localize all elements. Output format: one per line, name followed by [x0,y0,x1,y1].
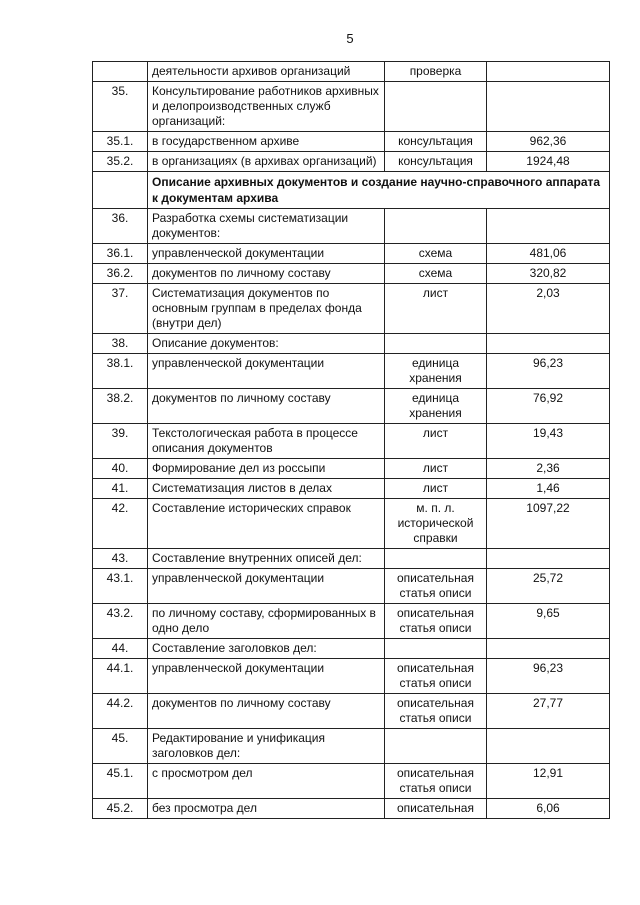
service-name: документов по личному составу [148,389,385,424]
service-name: Систематизация листов в делах [148,479,385,499]
table-row [93,82,610,132]
unit-of-measure [385,82,487,132]
table-row [93,549,610,569]
row-number: 38.2. [93,389,148,424]
unit-of-measure: описательная [385,799,487,819]
service-name: без просмотра дел [148,799,385,819]
price-value: 1924,48 [487,152,610,172]
row-number: 43.1. [93,569,148,604]
table-row [93,152,610,172]
unit-of-measure: схема [385,264,487,284]
price-value [487,209,610,244]
table-row [93,764,610,799]
section-title: Описание архивных документов и создание научно-справочного аппарата к документам архива [148,172,610,209]
unit-of-measure: лист [385,479,487,499]
table-row [93,389,610,424]
row-number: 42. [93,499,148,549]
price-value: 320,82 [487,264,610,284]
service-name: по личному составу, сформированных в одно дело [148,604,385,639]
price-value: 962,36 [487,132,610,152]
row-number: 39. [93,424,148,459]
price-value: 9,65 [487,604,610,639]
row-number: 37. [93,284,148,334]
service-name: управленческой документации [148,354,385,389]
unit-of-measure [385,334,487,354]
unit-of-measure: лист [385,424,487,459]
service-name: документов по личному составу [148,264,385,284]
price-value: 2,36 [487,459,610,479]
service-name: управленческой документации [148,569,385,604]
table-row [93,604,610,639]
table-row [93,264,610,284]
unit-of-measure: консультация [385,152,487,172]
row-number: 38.1. [93,354,148,389]
unit-of-measure: консультация [385,132,487,152]
unit-of-measure: проверка [385,62,487,82]
row-number: 44.1. [93,659,148,694]
unit-of-measure [385,549,487,569]
service-name: с просмотром дел [148,764,385,799]
unit-of-measure: лист [385,459,487,479]
table-row [93,459,610,479]
price-value: 481,06 [487,244,610,264]
table-row [93,354,610,389]
service-name: документов по личному составу [148,694,385,729]
price-value [487,729,610,764]
unit-of-measure: описательная статья описи [385,764,487,799]
service-name: Систематизация документов по основным группам в пределах фонда (внутри дел) [148,284,385,334]
price-value: 2,03 [487,284,610,334]
service-name: деятельности архивов организаций [148,62,385,82]
unit-of-measure: схема [385,244,487,264]
page-number: 5 [346,31,354,46]
service-name: Редактирование и унификация заголовков дел: [148,729,385,764]
price-value [487,334,610,354]
row-number [93,62,148,82]
table-row [93,479,610,499]
table-row [93,694,610,729]
unit-of-measure: единица хранения [385,354,487,389]
price-value: 27,77 [487,694,610,729]
unit-of-measure: описательная статья описи [385,659,487,694]
table-row [93,334,610,354]
service-name: Составление внутренних описей дел: [148,549,385,569]
unit-of-measure [385,209,487,244]
price-value: 1,46 [487,479,610,499]
table-row [93,209,610,244]
row-number: 36.1. [93,244,148,264]
price-value: 25,72 [487,569,610,604]
service-name: Текстологическая работа в процессе описания документов [148,424,385,459]
table-row [93,659,610,694]
price-value [487,82,610,132]
table-row [93,499,610,549]
row-number: 43. [93,549,148,569]
row-number: 35.2. [93,152,148,172]
row-number: 40. [93,459,148,479]
table-row [93,639,610,659]
service-name: Составление исторических справок [148,499,385,549]
row-number: 44.2. [93,694,148,729]
price-value [487,639,610,659]
table-row [93,244,610,264]
section-header-row [93,172,610,209]
table-row [93,729,610,764]
unit-of-measure: единица хранения [385,389,487,424]
table-row [93,569,610,604]
price-table [92,61,610,819]
row-number: 38. [93,334,148,354]
price-value [487,62,610,82]
service-name: Составление заголовков дел: [148,639,385,659]
row-number: 45.2. [93,799,148,819]
service-name: Разработка схемы систематизации документов: [148,209,385,244]
row-number: 43.2. [93,604,148,639]
unit-of-measure: описательная статья описи [385,694,487,729]
unit-of-measure: лист [385,284,487,334]
row-number: 36. [93,209,148,244]
table-row [93,424,610,459]
unit-of-measure: описательная статья описи [385,604,487,639]
row-number: 44. [93,639,148,659]
table-row [93,62,610,82]
row-number: 41. [93,479,148,499]
price-value: 1097,22 [487,499,610,549]
price-value: 76,92 [487,389,610,424]
service-name: в государственном архиве [148,132,385,152]
row-number: 45.1. [93,764,148,799]
unit-of-measure [385,639,487,659]
service-name: управленческой документации [148,244,385,264]
price-value: 96,23 [487,354,610,389]
service-name: управленческой документации [148,659,385,694]
service-name: Формирование дел из россыпи [148,459,385,479]
price-value: 19,43 [487,424,610,459]
row-number [93,172,148,209]
unit-of-measure: м. п. л. исторической справки [385,499,487,549]
unit-of-measure: описательная статья описи [385,569,487,604]
service-name: в организациях (в архивах организаций) [148,152,385,172]
row-number: 35.1. [93,132,148,152]
row-number: 45. [93,729,148,764]
service-name: Описание документов: [148,334,385,354]
row-number: 35. [93,82,148,132]
price-value: 12,91 [487,764,610,799]
price-value: 96,23 [487,659,610,694]
price-value [487,549,610,569]
table-row [93,284,610,334]
row-number: 36.2. [93,264,148,284]
price-value: 6,06 [487,799,610,819]
table-row [93,799,610,819]
unit-of-measure [385,729,487,764]
table-row [93,132,610,152]
service-name: Консультирование работников архивных и делопроизводственных служб организаций: [148,82,385,132]
